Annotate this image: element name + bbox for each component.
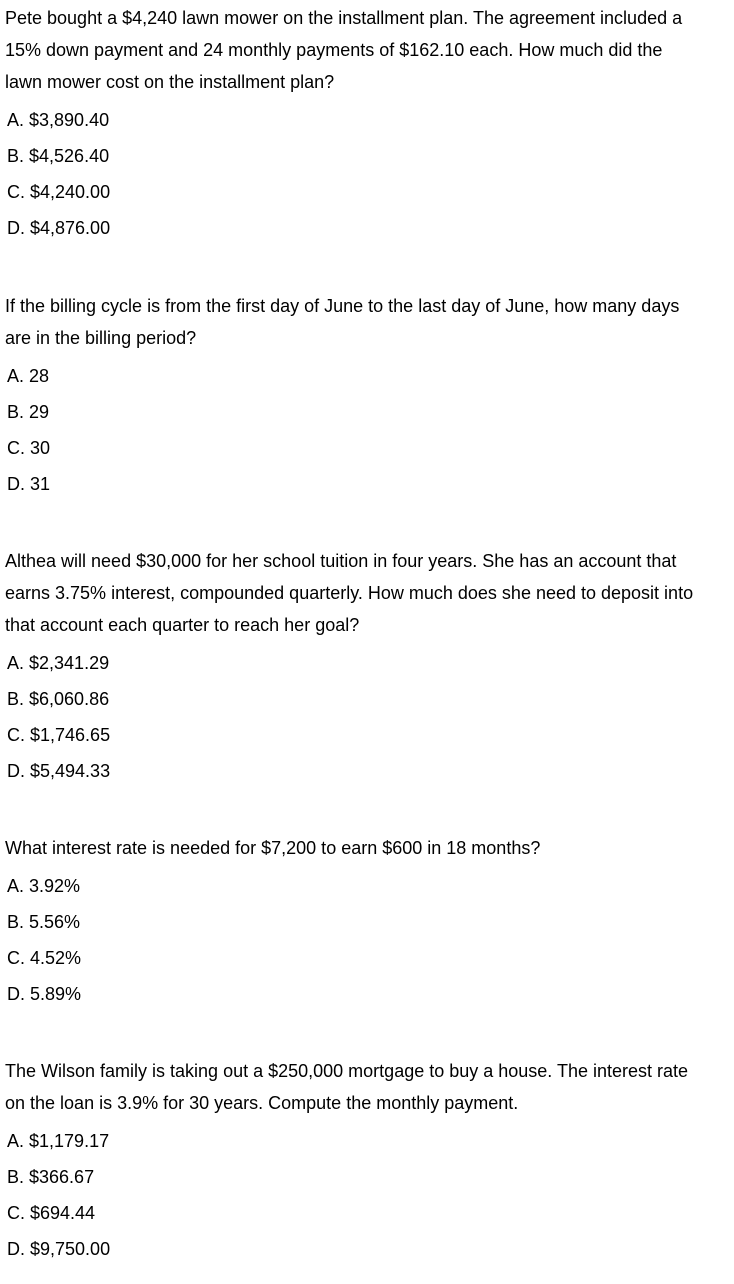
answer-option-c[interactable]: C. $4,240.00 bbox=[7, 182, 111, 202]
question-4 bbox=[0, 832, 734, 1012]
answer-options bbox=[0, 1123, 734, 1267]
answer-option-d[interactable]: D. $5,494.33 bbox=[7, 761, 111, 781]
answer-option-d[interactable]: D. $4,876.00 bbox=[7, 218, 111, 238]
answer-option-d[interactable]: D. $9,750.00 bbox=[7, 1239, 111, 1259]
answer-option-a[interactable]: A. $1,179.17 bbox=[7, 1131, 110, 1151]
answer-options bbox=[0, 645, 734, 789]
question-text: What interest rate is needed for $7,200 to earn $600 in 18 months? bbox=[5, 838, 541, 858]
answer-option-b[interactable]: B. 29 bbox=[7, 402, 50, 422]
answer-option-a[interactable]: A. 3.92% bbox=[7, 876, 81, 896]
question-2 bbox=[0, 290, 734, 502]
answer-option-c[interactable]: C. $694.44 bbox=[7, 1203, 96, 1223]
answer-option-c[interactable]: C. 4.52% bbox=[7, 948, 82, 968]
question-text: Althea will need $30,000 for her school tuition in four years. She has an account that earns 3.75% interest, compounded quarterly. How much does she need to deposit into that account each quarter to reach her goal? bbox=[5, 551, 694, 635]
answer-option-b[interactable]: B. $4,526.40 bbox=[7, 146, 110, 166]
answer-option-c[interactable]: C. 30 bbox=[7, 438, 51, 458]
answer-option-a[interactable]: A. $3,890.40 bbox=[7, 110, 110, 130]
answer-option-a[interactable]: A. 28 bbox=[7, 366, 50, 386]
question-text: Pete bought a $4,240 lawn mower on the installment plan. The agreement included a 15% down payment and 24 monthly payments of $162.10 each. How much did the lawn mower cost on the installment plan? bbox=[5, 8, 683, 92]
question-5 bbox=[0, 1055, 734, 1267]
answer-option-b[interactable]: B. $6,060.86 bbox=[7, 689, 110, 709]
answer-option-b[interactable]: B. $366.67 bbox=[7, 1167, 95, 1187]
question-3 bbox=[0, 545, 734, 789]
question-text: If the billing cycle is from the first day of June to the last day of June, how many days are in the billing period? bbox=[5, 296, 680, 348]
answer-options bbox=[0, 102, 734, 246]
question-1 bbox=[0, 2, 734, 246]
answer-option-d[interactable]: D. 31 bbox=[7, 474, 51, 494]
answer-option-a[interactable]: A. $2,341.29 bbox=[7, 653, 110, 673]
answer-options bbox=[0, 358, 734, 502]
question-text: The Wilson family is taking out a $250,000 mortgage to buy a house. The interest rate on the loan is 3.9% for 30 years. Compute the monthly payment. bbox=[5, 1061, 689, 1113]
answer-option-b[interactable]: B. 5.56% bbox=[7, 912, 81, 932]
answer-option-d[interactable]: D. 5.89% bbox=[7, 984, 82, 1004]
answer-options bbox=[0, 868, 734, 1012]
answer-option-c[interactable]: C. $1,746.65 bbox=[7, 725, 111, 745]
